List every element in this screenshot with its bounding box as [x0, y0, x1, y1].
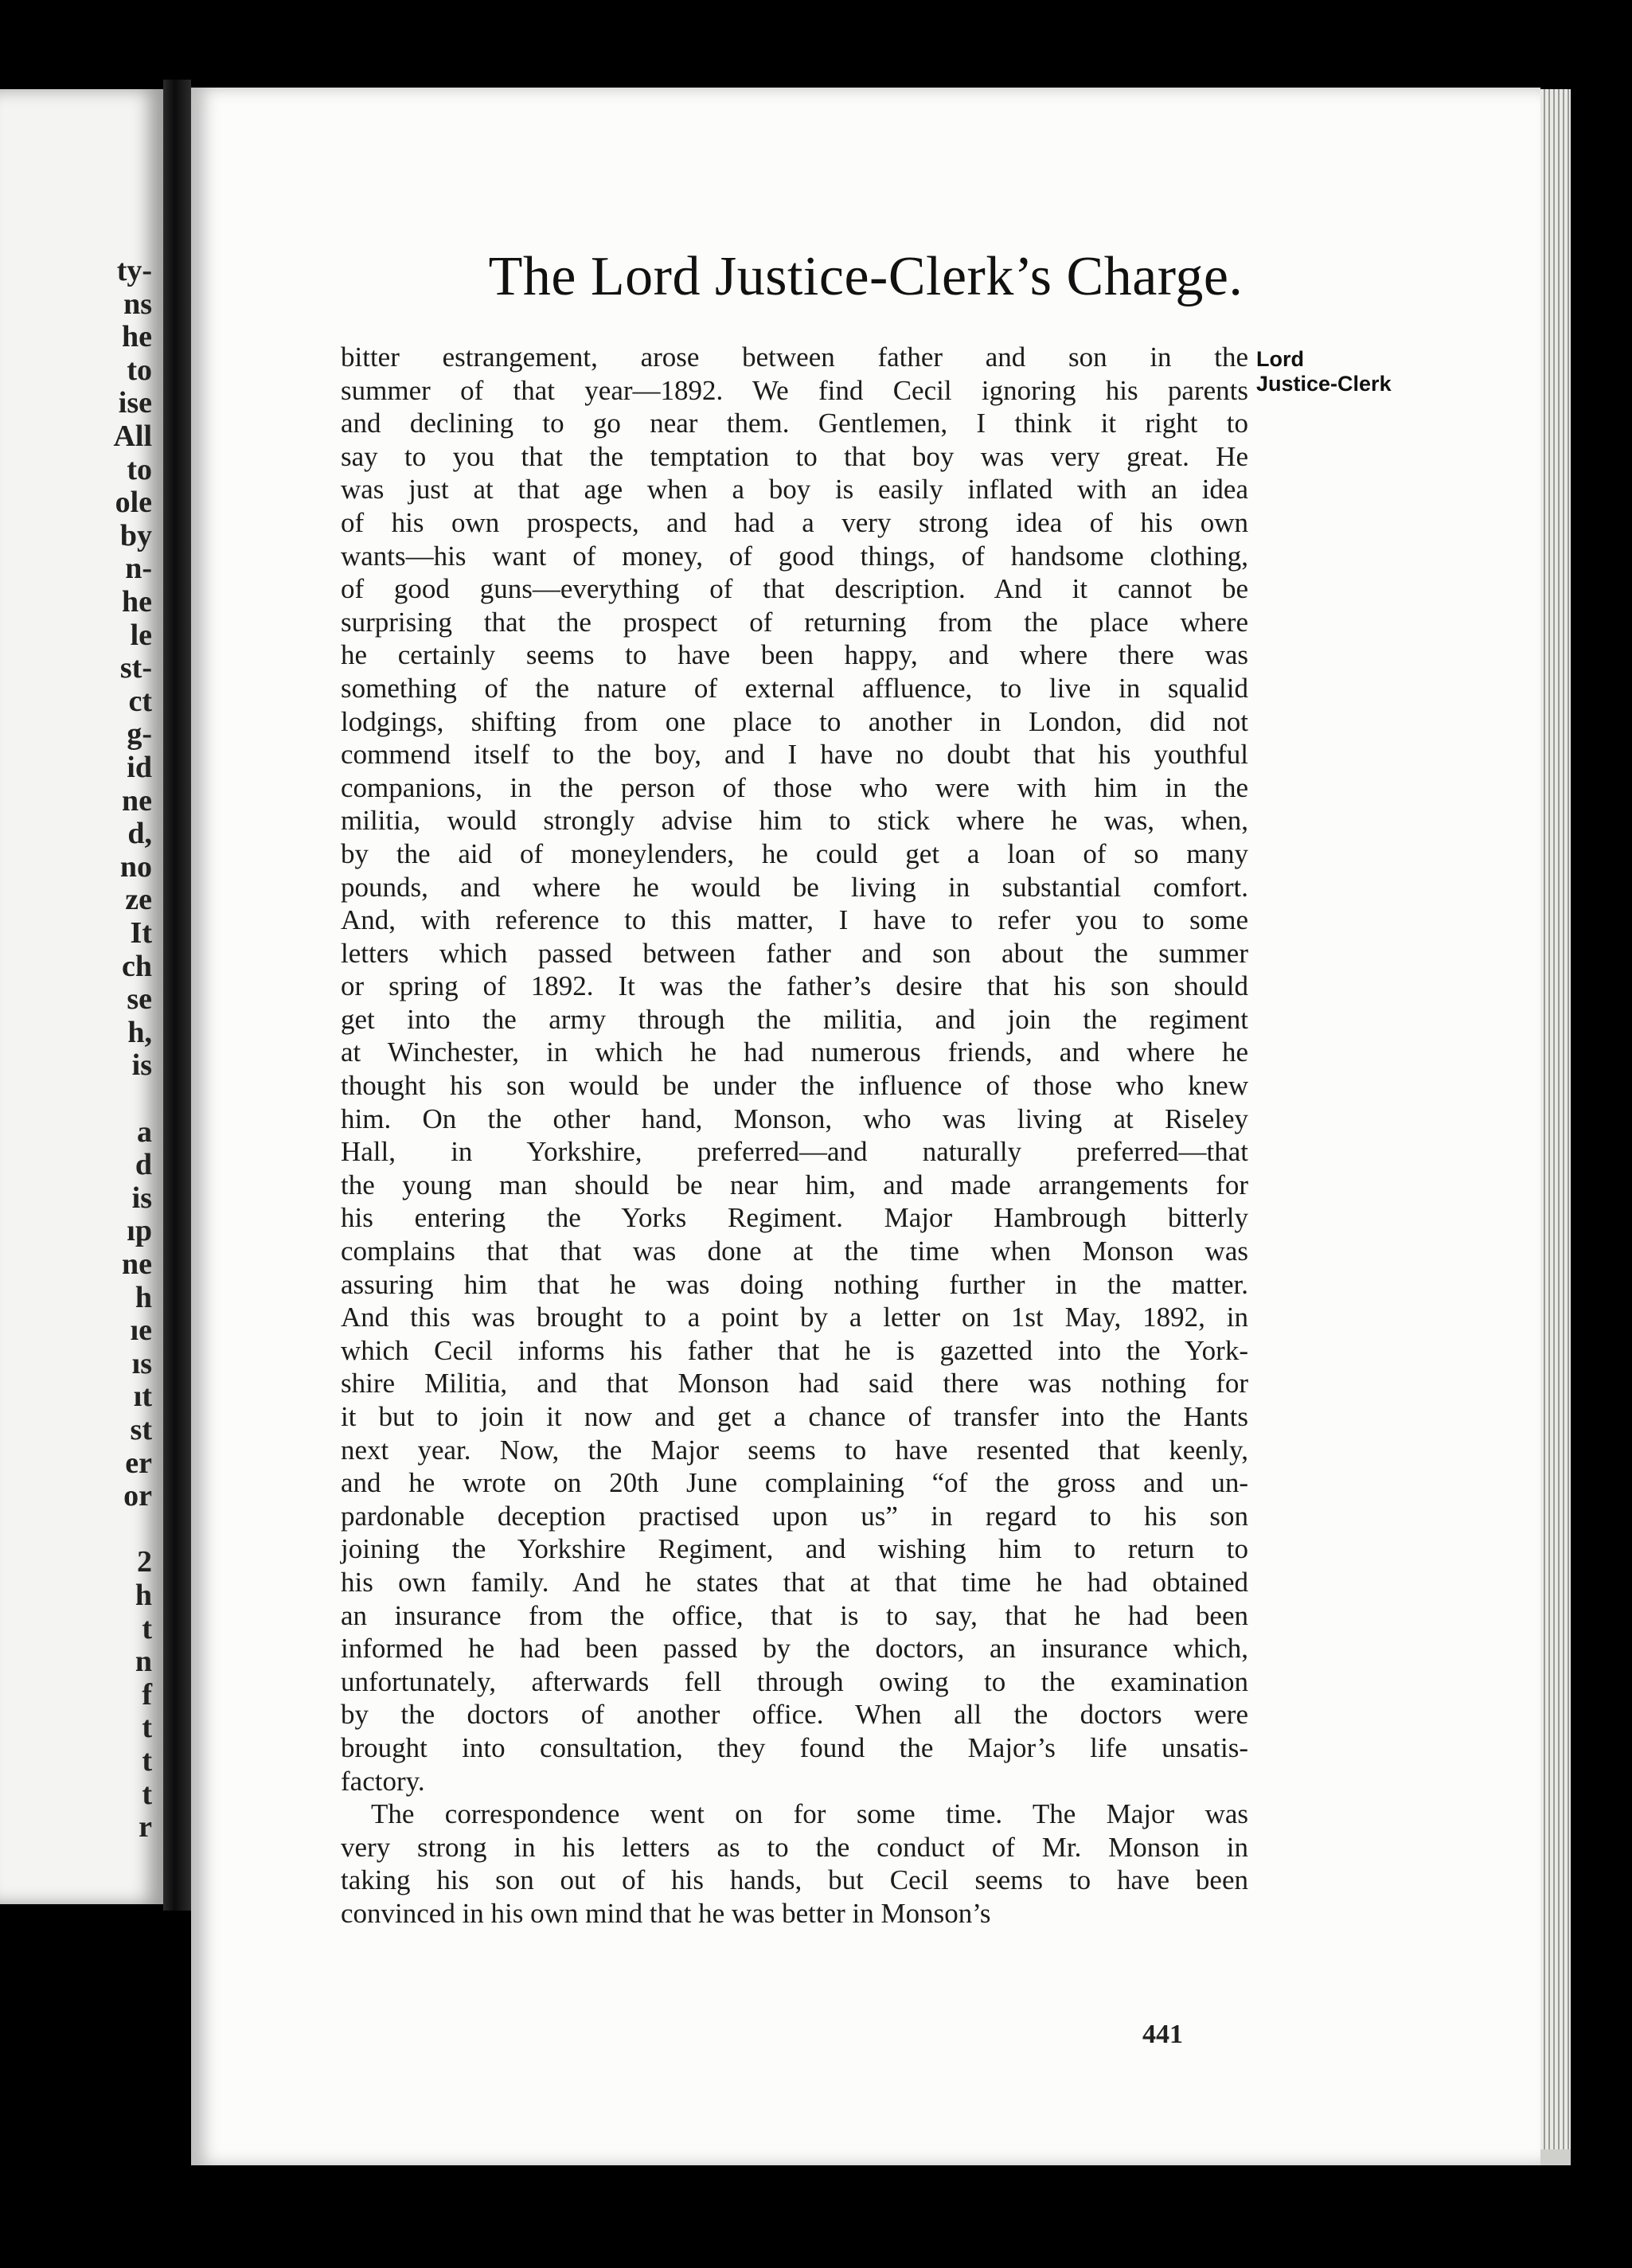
left-page-text-fragment: ty- [116, 254, 152, 287]
left-page-text-fragment: is [131, 1048, 152, 1083]
left-page-text-fragment: h [135, 1579, 152, 1612]
text-line: by the aid of moneylenders, he could get a loan of so many [341, 837, 1248, 869]
left-page-text-fragment: All [113, 420, 152, 453]
left-page-text-fragment: t [142, 1744, 152, 1778]
left-page-text-fragment: to [127, 452, 152, 486]
left-page-text-fragment: ne [122, 783, 152, 818]
left-page-text-fragment: ze [125, 883, 152, 917]
text-line: taking his son out of his hands, but Cecil seems to have been [341, 1864, 1248, 1896]
left-page-text-fragment: he [122, 320, 152, 354]
body-text [341, 341, 1248, 1930]
left-page-text-fragment: 2 [137, 1545, 152, 1579]
left-page-text-fragment: ne [122, 1247, 152, 1281]
text-line: wants—his want of money, of good things, of handsome clothing, [341, 540, 1248, 572]
left-page-text-fragment: n- [125, 552, 152, 586]
left-page-text-fragment: ch [122, 949, 152, 983]
text-line: factory. [341, 1765, 425, 1797]
left-page-text-fragment: n [135, 1645, 152, 1679]
left-page-text-fragment: by [119, 518, 152, 552]
text-line: very strong in his letters as to the conduct of Mr. Monson in [341, 1831, 1248, 1863]
text-line: get into the army through the militia, and join the regiment [341, 1003, 1248, 1035]
text-line: lodgings, shifting from one place to another in London, did not [341, 705, 1248, 737]
left-page-text-fragment: ıp [127, 1214, 152, 1248]
left-page-text-fragment: er [125, 1446, 152, 1480]
text-line: unfortunately, afterwards fell through owing to the examination [341, 1665, 1248, 1697]
text-line: by the doctors of another office. When all the doctors were [341, 1699, 1248, 1731]
page-edges-bottom [1540, 2149, 1571, 2165]
text-line: convinced in his own mind that he was better in Monson’s [341, 1897, 991, 1929]
text-line: thought his son would be under the influence of those who knew [341, 1070, 1248, 1102]
left-page-text-fragment: no [119, 849, 152, 884]
text-line: bitter estrangement, arose between father and son in the [341, 342, 1248, 373]
left-page-text-fragment: f [142, 1677, 152, 1712]
text-line: say to you that the temptation to that boy was very great. He [341, 440, 1248, 472]
left-page-text-fragment: d, [127, 817, 152, 851]
text-line: and declining to go near them. Gentlemen, I think it right to [341, 408, 1248, 439]
running-title: The Lord Justice-Clerk’s Charge. [488, 246, 1244, 307]
text-line: militia, would strongly advise him to stick where he was, when, [341, 805, 1248, 837]
text-line: commend itself to the boy, and I have no doubt that his youthful [341, 739, 1248, 771]
left-page-text-fragment: d [135, 1148, 152, 1182]
text-line: summer of that year—1892. We find Cecil ignoring his parents [341, 374, 1248, 406]
text-line: surprising that the prospect of returning from the place where [341, 606, 1248, 638]
left-page-text-fragment: id [127, 751, 152, 784]
text-line: brought into consultation, they found the Major’s life unsatis- [341, 1731, 1248, 1763]
left-page-text-fragment: h [135, 1280, 152, 1314]
left-page-text-fragment: t [142, 1711, 152, 1745]
left-page-text-fragment: g- [127, 717, 152, 751]
text-line: pardonable deception practised upon us” in regard to his son [341, 1500, 1248, 1532]
text-line: companions, in the person of those who were with him in the [341, 771, 1248, 803]
text-line: at Winchester, in which he had numerous friends, and where he [341, 1036, 1248, 1068]
text-line: Hall, in Yorkshire, preferred—and naturally preferred—that [341, 1136, 1248, 1168]
text-line: of good guns—everything of that description. And it cannot be [341, 573, 1248, 605]
text-line: and he wrote on 20th June complaining “of the gross and un- [341, 1467, 1248, 1499]
text-line: his entering the Yorks Regiment. Major Hambrough bitterly [341, 1202, 1248, 1234]
left-page-text-fragment: he [122, 585, 152, 619]
left-page-text-fragment: a [137, 1114, 152, 1149]
book-page [191, 88, 1540, 2165]
text-line: was just at that age when a boy is easily inflated with an idea [341, 474, 1248, 506]
text-line: shire Militia, and that Monson had said there was nothing for [341, 1368, 1248, 1399]
text-line: him. On the other hand, Monson, who was living at Riseley [341, 1103, 1248, 1134]
left-page-text-fragment: se [127, 982, 152, 1017]
text-line: it but to join it now and get a chance of transfer into the Hants [341, 1401, 1248, 1432]
left-page-text-fragment: is [131, 1181, 152, 1215]
left-page-text-fragment: t [142, 1777, 152, 1811]
text-line: joining the Yorkshire Regiment, and wishing him to return to [341, 1533, 1248, 1565]
page-edges [1540, 89, 1571, 2159]
text-line: or spring of 1892. It was the father’s desire that his son should [341, 970, 1248, 1002]
text-line: informed he had been passed by the doctors, an insurance which, [341, 1633, 1248, 1665]
text-line: an insurance from the office, that is to say, that he had been [341, 1599, 1248, 1631]
text-line: which Cecil informs his father that he is gazetted into the York- [341, 1334, 1248, 1366]
left-page-text-fragment: t [142, 1611, 152, 1645]
text-line: something of the nature of external affluence, to live in squalid [341, 672, 1248, 704]
text-line: his own family. And he states that at that time he had obtained [341, 1566, 1248, 1598]
left-page-fragment [0, 89, 163, 1904]
margin-note-line-1: Lord [1256, 347, 1304, 371]
left-page-text-fragment: ise [118, 386, 152, 420]
left-page-text-fragment: st [130, 1413, 152, 1446]
text-line: the young man should be near him, and made arrangements for [341, 1169, 1248, 1200]
margin-note [1256, 347, 1392, 396]
margin-note-line-2: Justice-Clerk [1256, 372, 1392, 396]
text-line: assuring him that he was doing nothing further in the matter. [341, 1268, 1248, 1300]
left-page-text-fragment: r [139, 1810, 152, 1844]
text-line: letters which passed between father and son about the summer [341, 937, 1248, 969]
text-line: The correspondence went on for some time. The Major was [371, 1798, 1248, 1830]
text-line: And, with reference to this matter, I have to refer you to some [341, 904, 1248, 936]
left-page-text-fragment: ıt [133, 1380, 152, 1414]
left-page-text-fragment: h, [127, 1015, 152, 1049]
text-line: complains that that was done at the time when Monson was [341, 1235, 1248, 1267]
text-line: he certainly seems to have been happy, and where there was [341, 639, 1248, 671]
left-page-text-fragment: ns [123, 287, 152, 321]
text-line: And this was brought to a point by a letter on 1st May, 1892, in [341, 1302, 1248, 1333]
left-page-text-fragment: ole [115, 486, 152, 520]
left-page-text-fragment: le [130, 618, 152, 652]
left-page-text-fragment: ıs [131, 1346, 152, 1380]
left-page-text-fragment: st- [119, 651, 152, 685]
left-page-text-fragment: It [130, 916, 152, 950]
left-page-text-fragment: to [127, 353, 152, 387]
text-line: pounds, and where he would be living in substantial comfort. [341, 871, 1248, 903]
text-line: next year. Now, the Major seems to have resented that keenly, [341, 1434, 1248, 1466]
book-gutter [163, 80, 191, 1911]
left-page-text-fragment: ıe [130, 1314, 152, 1348]
left-page-text-fragment: or [123, 1479, 152, 1513]
text-line: of his own prospects, and had a very strong idea of his own [341, 506, 1248, 538]
left-page-text-fragment: ct [128, 684, 152, 718]
page-number: 441 [1142, 2020, 1183, 2049]
